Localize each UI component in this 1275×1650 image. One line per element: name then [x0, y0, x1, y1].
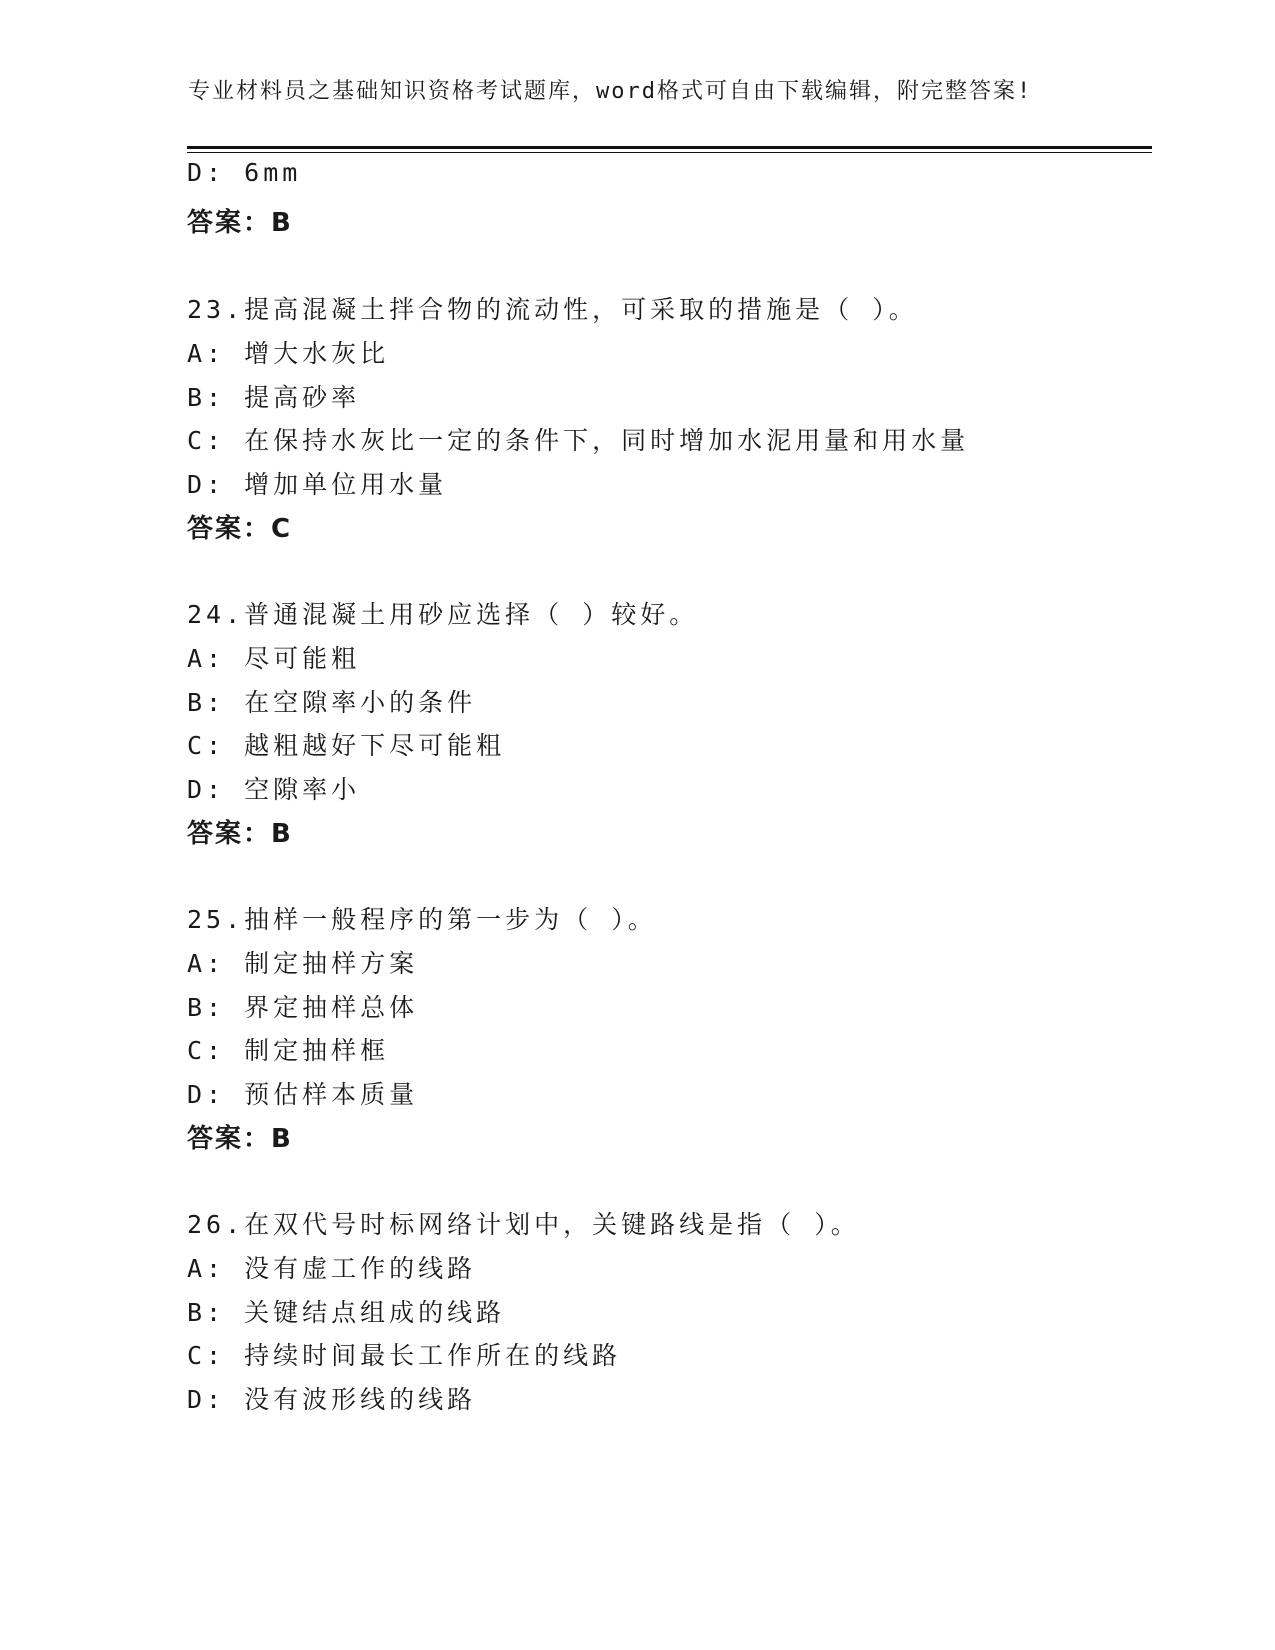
- q22-answer: 答案：B: [187, 208, 293, 238]
- q26-option-a: A: 没有虚工作的线路: [187, 1254, 477, 1283]
- q24-option-d: D: 空隙率小: [187, 775, 361, 804]
- q25-option-d: D: 预估样本质量: [187, 1080, 419, 1109]
- q23-option-b: B: 提高砂率: [187, 383, 361, 412]
- q24-option-b: B: 在空隙率小的条件: [187, 688, 477, 717]
- q25-stem: 25.抽样一般程序的第一步为（ ）。: [187, 905, 657, 934]
- q26-stem: 26.在双代号时标网络计划中，关键路线是指（ ）。: [187, 1210, 860, 1239]
- header-rule-thick: [187, 146, 1152, 149]
- q25-option-a: A: 制定抽样方案: [187, 949, 419, 978]
- q26-option-c: C: 持续时间最长工作所在的线路: [187, 1341, 622, 1370]
- q23-option-a: A: 增大水灰比: [187, 339, 390, 368]
- q24-stem: 24.普通混凝土用砂应选择（ ）较好。: [187, 600, 699, 629]
- page-header: 专业材料员之基础知识资格考试题库，word格式可自由下载编辑，附完整答案!: [188, 79, 1033, 104]
- q25-option-c: C: 制定抽样框: [187, 1036, 390, 1065]
- q24-option-a: A: 尽可能粗: [187, 644, 361, 673]
- q25-answer: 答案：B: [187, 1124, 293, 1154]
- q24-answer: 答案：B: [187, 819, 293, 849]
- q23-option-d: D: 增加单位用水量: [187, 470, 448, 499]
- q23-answer: 答案：C: [187, 514, 293, 544]
- q25-option-b: B: 界定抽样总体: [187, 993, 419, 1022]
- q26-option-b: B: 关键结点组成的线路: [187, 1298, 506, 1327]
- q23-stem: 23.提高混凝土拌合物的流动性，可采取的措施是（ ）。: [187, 295, 918, 324]
- q23-option-c: C: 在保持水灰比一定的条件下，同时增加水泥用量和用水量: [187, 426, 970, 455]
- q22-option-d: D: 6mm: [187, 158, 302, 187]
- header-rule-thin: [187, 152, 1152, 153]
- q24-option-c: C: 越粗越好下尽可能粗: [187, 731, 506, 760]
- q26-option-d: D: 没有波形线的线路: [187, 1385, 477, 1414]
